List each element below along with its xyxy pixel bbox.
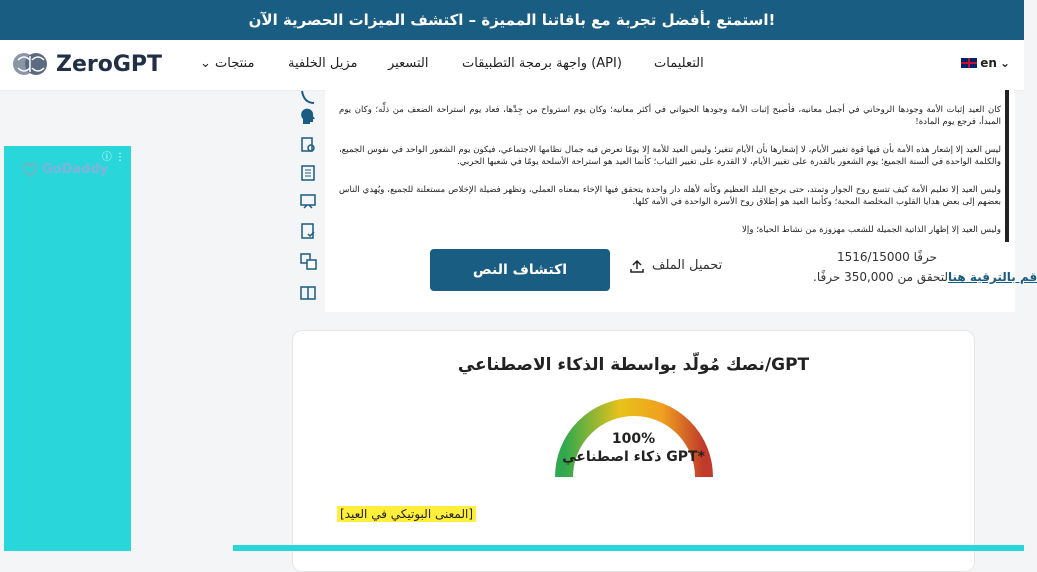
controls-bar: [325, 242, 1037, 312]
ai-percentage: 100%: [611, 431, 656, 447]
nav-pricing[interactable]: التسعير: [388, 56, 429, 71]
translate-icon[interactable]: [299, 252, 317, 270]
side-ad[interactable]: [4, 146, 131, 551]
language-selector[interactable]: [961, 56, 1010, 70]
nav-products-label: منتجات: [215, 56, 255, 71]
text-input-area[interactable]: [325, 90, 1015, 242]
nav-tutorials[interactable]: التعليمات: [654, 56, 704, 71]
godaddy-icon: [22, 163, 38, 177]
bottom-ad-strip[interactable]: [233, 545, 1024, 551]
paragraph-2: ليس العيد إلا إشعار هذه الأمة بأن فيها قوة تغيير الأيام، لا إشعارها بأن الأيام تتغير؛ وليس العيد للأمة إلا يومًا تعرض فيه جمال نظامها الاجتماعي، فيكون يوم الشعور الواحد في نفوس الجميع، والكلمة الواحدة في ألسنة الجميع؛ يوم الشعور بالقدرة على تغيير الأيام، لا القدرة على تغيير الثياب؛ كأنما العيد هو استراحة الأسلحة يومًا في شعبها الحربي.: [339, 145, 1001, 167]
upgrade-link[interactable]: قم بالترقية هنا: [947, 270, 1037, 284]
chevron-down-icon: ⌄: [200, 56, 211, 71]
ad-info-icon[interactable]: ⓘ ⋮: [101, 152, 125, 163]
upload-label: تحميل الملف: [652, 258, 723, 273]
logo-text: ZeroGPT: [56, 51, 163, 77]
nav-api[interactable]: واجهة برمجة التطبيقات (API): [462, 56, 622, 71]
chevron-down-icon: ⌄: [999, 56, 1010, 70]
banner-text: استمتع بأفضل تجربة مع باقاتنا المميزة – اكتشف الميزات الحصرية الآن!: [248, 11, 776, 29]
ai-head-icon[interactable]: [299, 108, 317, 126]
result-card: [292, 330, 975, 572]
language-label: en: [980, 56, 997, 70]
compare-icon[interactable]: [299, 284, 317, 302]
paragraph-1: كان العيد إثبات الأمة وجودها الروحاني في أجمل معانيه، فأصبح إثبات الأمة وجودها الحيواني في أكثر معانيه؛ وكان يوم استرواح من جِدِّها، فعاد يوم استراحة الضعف من ذلِّه؛ وكان يوم المبدأ، فرجع يوم المادة!: [339, 105, 1001, 127]
curve-icon[interactable]: [299, 88, 317, 106]
upgrade-note: [813, 270, 1037, 284]
result-title: نصك مُولّد بواسطة الذكاء الاصطناعي/GPT: [457, 355, 810, 375]
character-count: 1516/15000 حرفًا: [837, 250, 938, 264]
paragraph-3: وليس العيد إلا تعليم الأمة كيف تتسع روح الجوار وتمتد، حتى يرجع البلد العظيم وكأنه لأهله دار واحدة يتحقق فيها الإخاء بمعناه العملي، وتظهر فضيلة الإخلاص مستعلنة للجميع، ويُهدي الناس بعضهم إلى بعض هدايا القلوب المخلصة المحبة؛ وكأنما العيد هو إطلاق روح الأسرة الواحدة في الأمة كلها.: [339, 185, 1001, 207]
text-content: [325, 104, 1015, 236]
detect-text-button[interactable]: اكتشاف النص: [430, 249, 610, 291]
top-nav: [0, 40, 1024, 91]
document-list-icon[interactable]: [299, 164, 317, 182]
logo[interactable]: [10, 44, 162, 84]
scrollbar[interactable]: [1005, 90, 1009, 242]
upload-icon: [630, 259, 644, 273]
ad-logo: [22, 162, 108, 177]
upgrade-text: لتحقق من 350,000 حرفًا.: [813, 270, 948, 284]
brain-icon: [10, 44, 50, 84]
nav-products[interactable]: [200, 56, 254, 71]
translate-people-icon[interactable]: [299, 192, 317, 210]
highlighted-title: [المعنى البوتيكي في العيد]: [337, 506, 476, 522]
promo-banner[interactable]: [0, 0, 1024, 40]
paragraph-4: وليس العيد إلا إظهار الذاتية الجميلة للشعب مهزوزة من نشاط الحياة؛ وإلا: [742, 225, 1001, 235]
tool-sidebar: [291, 88, 325, 312]
ad-brand: GoDaddy: [42, 162, 109, 177]
uk-flag-icon: [961, 58, 977, 68]
upload-file-button[interactable]: [630, 258, 722, 273]
document-search-icon[interactable]: [299, 136, 317, 154]
document-check-icon[interactable]: [299, 222, 317, 240]
nav-bg-remover[interactable]: مزيل الخلفية: [288, 56, 358, 71]
ai-verdict: ذكاء اصطناعي GPT*: [562, 449, 705, 465]
